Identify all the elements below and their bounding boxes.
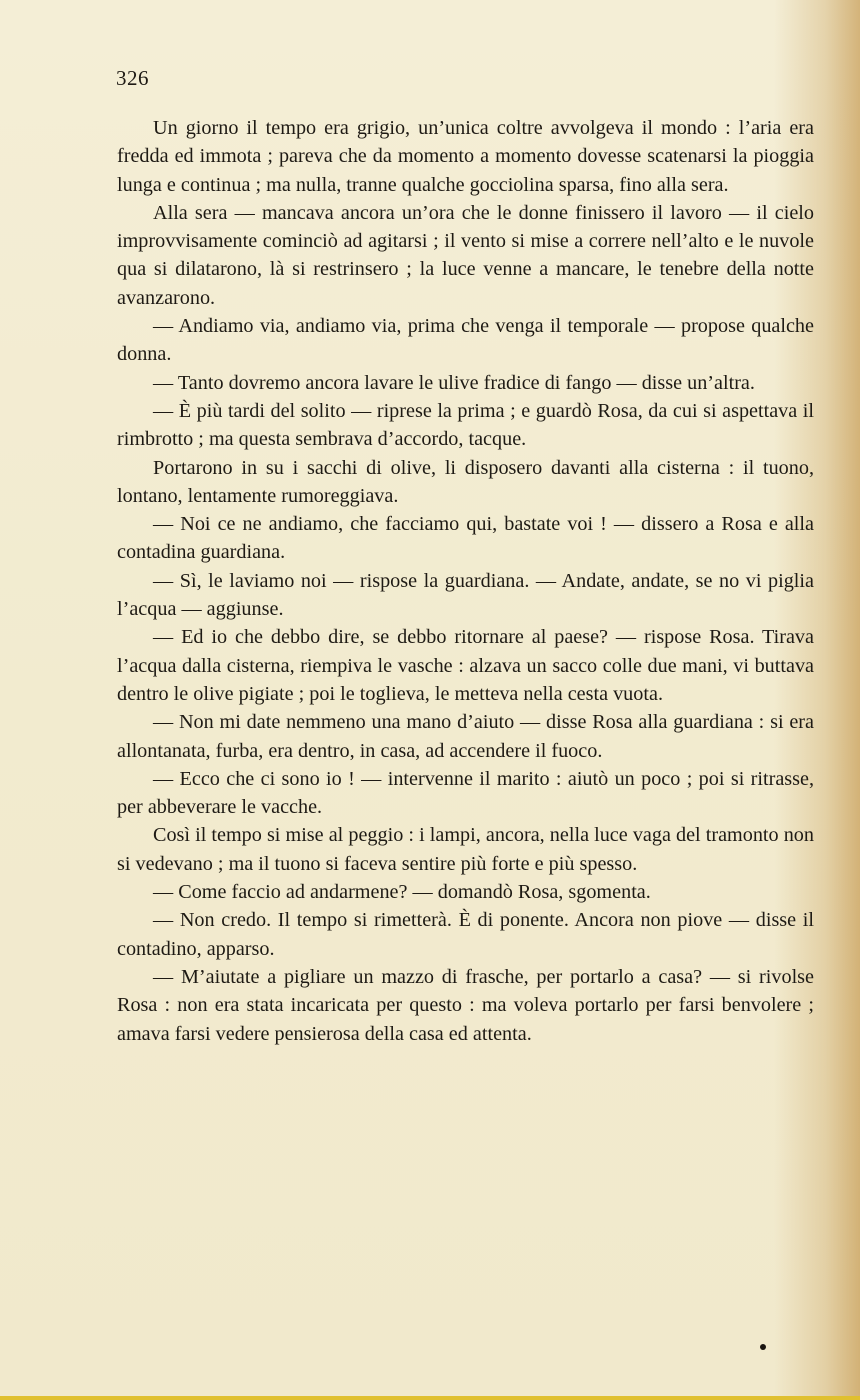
- paragraph: — Tanto dovremo ancora lavare le ulive fradice di fango — disse un’altra.: [153, 371, 755, 394]
- paragraph: — Sì, le laviamo noi — rispose la guardiana. — Andate, andate, se no vi piglia l’acqua — aggiunse.: [117, 569, 814, 621]
- paragraph: — Ed io che debbo dire, se debbo ritornare al paese? — rispose Rosa. Tirava l’acqua dalla cisterna, riempiva le vasche : alzava un sacco colle due mani, vi buttava dentro le olive pigiate ; poi le toglieva, le metteva nella cesta vuota.: [117, 626, 814, 705]
- paragraph: Così il tempo si mise al peggio : i lampi, ancora, nella luce vaga del tramonto non si vedevano ; ma il tuono si faceva sentire più forte e più spesso.: [117, 824, 814, 875]
- paragraph: — M’aiutate a pigliare un mazzo di frasche, per portarlo a casa? — si rivolse Rosa : non era stata incaricata per questo : ma voleva portarlo per farsi benvolere ; amava farsi vedere pensierosa della casa ed attenta.: [117, 965, 814, 1045]
- paragraph: Alla sera — mancava ancora un’ora che le donne finissero il lavoro — il cielo improvvisamente cominciò ad agitarsi ; il vento si mise a correre nell’alto e le nuvole qua si dilatarono, là si restrinsero ; la luce venne a mancare, le tenebre della notte avanzarono.: [117, 201, 814, 309]
- paragraph: — Noi ce ne andiamo, che facciamo qui, bastate voi ! — dissero a Rosa e alla contadina guardiana.: [117, 513, 814, 564]
- paragraph: — È più tardi del solito — riprese la prima ; e guardò Rosa, da cui si aspettava il rimbrotto ; ma questa sembrava d’accordo, tacque.: [117, 399, 814, 451]
- paragraph: Portarono in su i sacchi di olive, li disposero davanti alla cisterna : il tuono, lontano, lentamente rumoreggiava.: [117, 456, 814, 507]
- paragraph: — Andiamo via, andiamo via, prima che venga il temporale — propose qualche donna.: [117, 315, 814, 366]
- body-text: [117, 114, 814, 1048]
- paragraph: — Come faccio ad andarmene? — domandò Rosa, sgomenta.: [153, 881, 651, 904]
- paragraph: — Ecco che ci sono io ! — intervenne il marito : aiutò un poco ; poi si ritrasse, per abbeverare le vacche.: [117, 767, 814, 819]
- page-bottom-edge: [0, 1396, 860, 1400]
- paragraph: Un giorno il tempo era grigio, un’unica coltre avvolgeva il mondo : l’aria era fredda ed immota ; pareva che da momento a momento dovesse scatenarsi la pioggia lunga e continua ; ma nulla, tranne qualche gocciolina sparsa, fino alla sera.: [117, 117, 814, 196]
- page-number: 326: [116, 66, 149, 90]
- paragraph: — Non credo. Il tempo si rimetterà. È di ponente. Ancora non piove — disse il contadino, apparso.: [117, 909, 814, 960]
- paragraph: — Non mi date nemmeno una mano d’aiuto — disse Rosa alla guardiana : si era allontanata, furba, era dentro, in casa, ad accendere il fuoco.: [117, 711, 814, 762]
- ink-speck: [760, 1344, 766, 1350]
